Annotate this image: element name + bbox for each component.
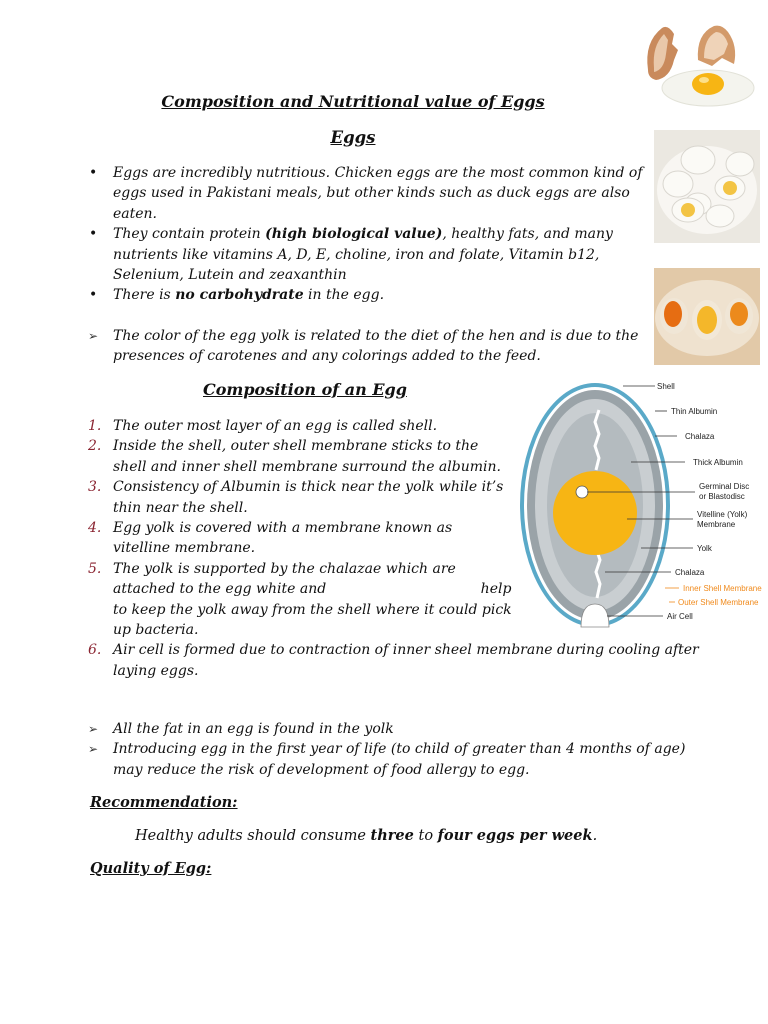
recommendation-heading: Recommendation: (90, 794, 238, 811)
label-chalaza: Chalaza (685, 432, 715, 441)
list-item: 4. Egg yolk is covered with a membrane known as vitelline membrane. (88, 520, 453, 557)
label-vitelline: Vitelline (Yolk) (697, 510, 748, 519)
list-item: 2. Inside the shell, outer shell membrane sticks to the shell and inner shell membrane surround the albumin. (88, 438, 501, 475)
list-item: 3. Consistency of Albumin is thick near the yolk while it’s thin near the shell. (88, 479, 504, 516)
label-outer-shell-membrane: Outer Shell Membrane (678, 598, 759, 607)
egg-anatomy-diagram (515, 378, 765, 633)
label-thick-albumin: Thick Albumin (693, 458, 743, 467)
egg-yolks-image (654, 268, 760, 365)
label-germinal-disc: Germinal Disc (699, 482, 750, 491)
composition-heading: Composition of an Egg (203, 380, 407, 399)
quality-heading: Quality of Egg: (90, 860, 212, 877)
yolk-color-note: ➢ The color of the egg yolk is related to the diet of the hen and is due to the presences of carotenes and any colorings added to the feed. (88, 326, 673, 367)
cracked-egg-image (638, 20, 756, 115)
label-blastodisc: or Blastodisc (699, 492, 745, 501)
list-item: 5. The yolk is supported by the chalazae which are attached to the egg white and help to keep the yolk away from the shell where it could pick up bacteria. (88, 560, 512, 639)
bullet-item: • There is no carbohydrate in the egg. (88, 285, 658, 305)
eggs-heading: Eggs (330, 128, 376, 147)
note-item: ➢ All the fat in an egg is found in the yolk (88, 719, 688, 739)
note-item: ➢ Introducing egg in the first year of life (to child of greater than 4 months of age) may reduce the risk of development of food allergy to egg. (88, 739, 688, 780)
label-chalaza: Chalaza (675, 568, 705, 577)
boiled-eggs-image (654, 130, 760, 243)
intro-bullet-list (88, 163, 658, 306)
label-membrane: Membrane (697, 520, 736, 529)
recommendation-text: Healthy adults should consume three to four eggs per week. (135, 827, 598, 844)
notes-list (88, 719, 688, 780)
label-air-cell: Air Cell (667, 612, 693, 621)
page-title: Composition and Nutritional value of Eggs (161, 92, 545, 111)
label-thin-albumin: Thin Albumin (671, 407, 718, 416)
label-inner-shell-membrane: Inner Shell Membrane (683, 584, 762, 593)
label-yolk: Yolk (697, 544, 712, 553)
list-item: 1. The outer most layer of an egg is called shell. (88, 418, 438, 434)
bullet-item: • Eggs are incredibly nutritious. Chicken eggs are the most common kind of eggs used in Pakistani meals, but other kinds such as duck eggs are also eaten. (88, 163, 658, 224)
list-item: 6. Air cell is formed due to contraction of inner sheel membrane during cooling after laying eggs. (88, 642, 699, 679)
bullet-item: • They contain protein (high biological value), healthy fats, and many nutrients like vitamins A, D, E, choline, iron and folate, Vitamin b12, Selenium, Lutein and zeaxanthin (88, 224, 658, 285)
label-shell: Shell (657, 382, 675, 391)
